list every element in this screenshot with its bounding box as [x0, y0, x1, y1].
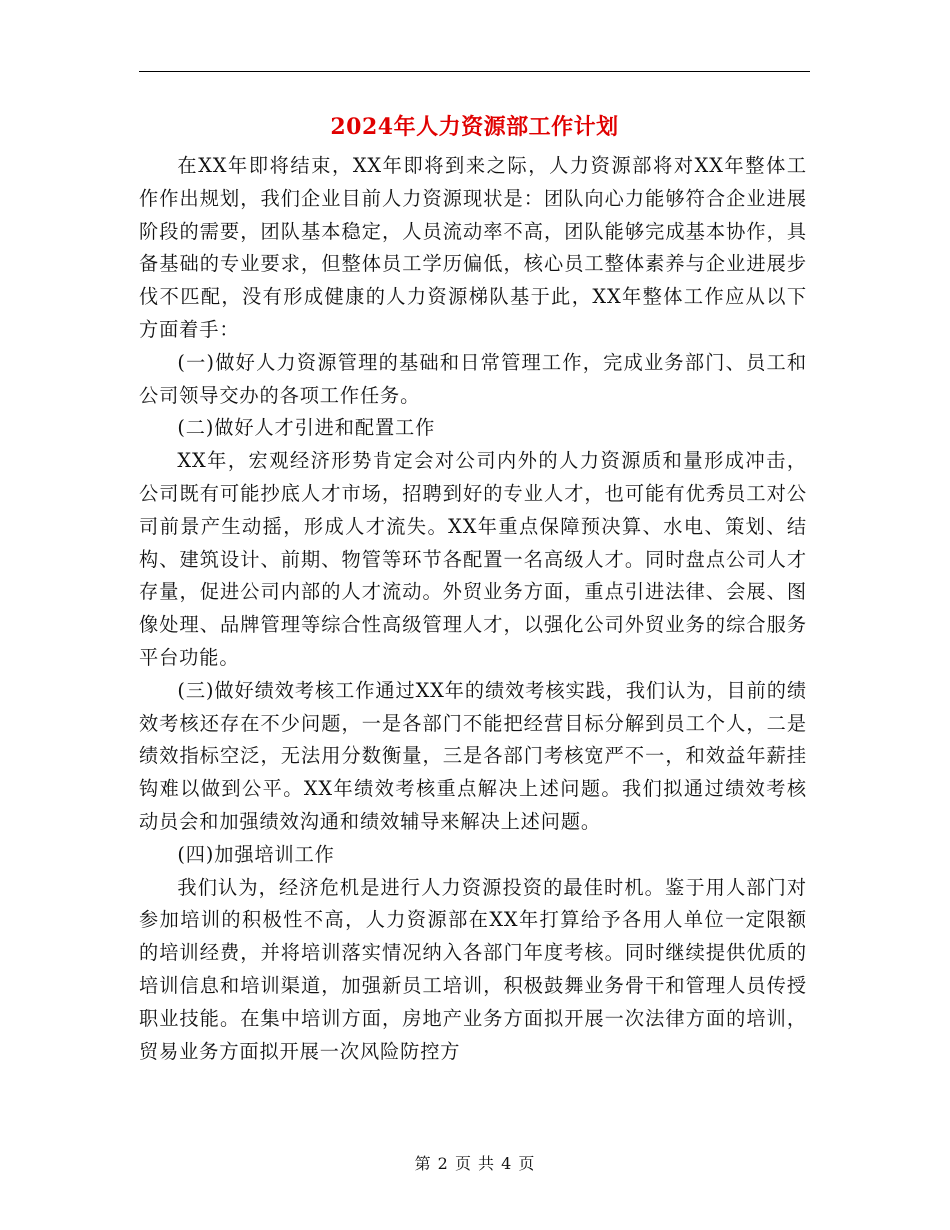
- paragraph-intro: 在XX年即将结束，XX年即将到来之际，人力资源部将对XX年整体工作作出规划，我们企业目前人力资源现状是：团队向心力能够符合企业进展阶段的需要，团队基本稳定，人员流动率不高，团队能够完成基本协作，具备基础的专业要求，但整体员工学历偏低，核心员工整体素养与企业进展步伐不匹配，没有形成健康的人力资源梯队基于此，XX年整体工作应从以下方面着手：: [139, 154, 807, 341]
- paragraph-section-4-body: 我们认为，经济危机是进行人力资源投资的最佳时机。鉴于用人部门对参加培训的积极性不高，人力资源部在XX年打算给予各用人单位一定限额的培训经费，并将培训落实情况纳入各部门年度考核。同时继续提供优质的培训信息和培训渠道，加强新员工培训，积极鼓舞业务骨干和管理人员传授职业技能。在集中培训方面，房地产业务方面拟开展一次法律方面的培训，贸易业务方面拟开展一次风险防控方: [139, 875, 807, 1063]
- paragraph-section-3: (三)做好绩效考核工作通过XX年的绩效考核实践，我们认为，目前的绩效考核还存在不少问题，一是各部门不能把经营目标分解到员工个人，二是绩效指标空泛，无法用分数衡量，三是各部门考核宽严不一，和效益年薪挂钩难以做到公平。XX年绩效考核重点解决上述问题。我们拟通过绩效考核动员会和加强绩效沟通和绩效辅导来解决上述问题。: [139, 678, 807, 833]
- paragraph-section-1: (一)做好人力资源管理的基础和日常管理工作，完成业务部门、员工和公司领导交办的各项工作任务。: [139, 350, 807, 407]
- document-title: 2024年人力资源部工作计划: [330, 114, 619, 140]
- heading-section-4: (四)加强培训工作: [177, 842, 335, 866]
- page-number-footer: 第 2 页 共 4 页: [414, 1154, 536, 1173]
- header-rule: [139, 71, 810, 72]
- paragraph-section-2-body: XX年，宏观经济形势肯定会对公司内外的人力资源质和量形成冲击，公司既有可能抄底人才市场，招聘到好的专业人才，也可能有优秀员工对公司前景产生动摇，形成人才流失。XX年重点保障预决算、水电、策划、结构、建筑设计、前期、物管等环节各配置一名高级人才。同时盘点公司人才存量，促进公司内部的人才流动。外贸业务方面，重点引进法律、会展、图像处理、品牌管理等综合性高级管理人才，以强化公司外贸业务的综合服务平台功能。: [139, 449, 807, 669]
- heading-section-2: (二)做好人才引进和配置工作: [177, 416, 436, 440]
- document-body: [139, 150, 807, 1068]
